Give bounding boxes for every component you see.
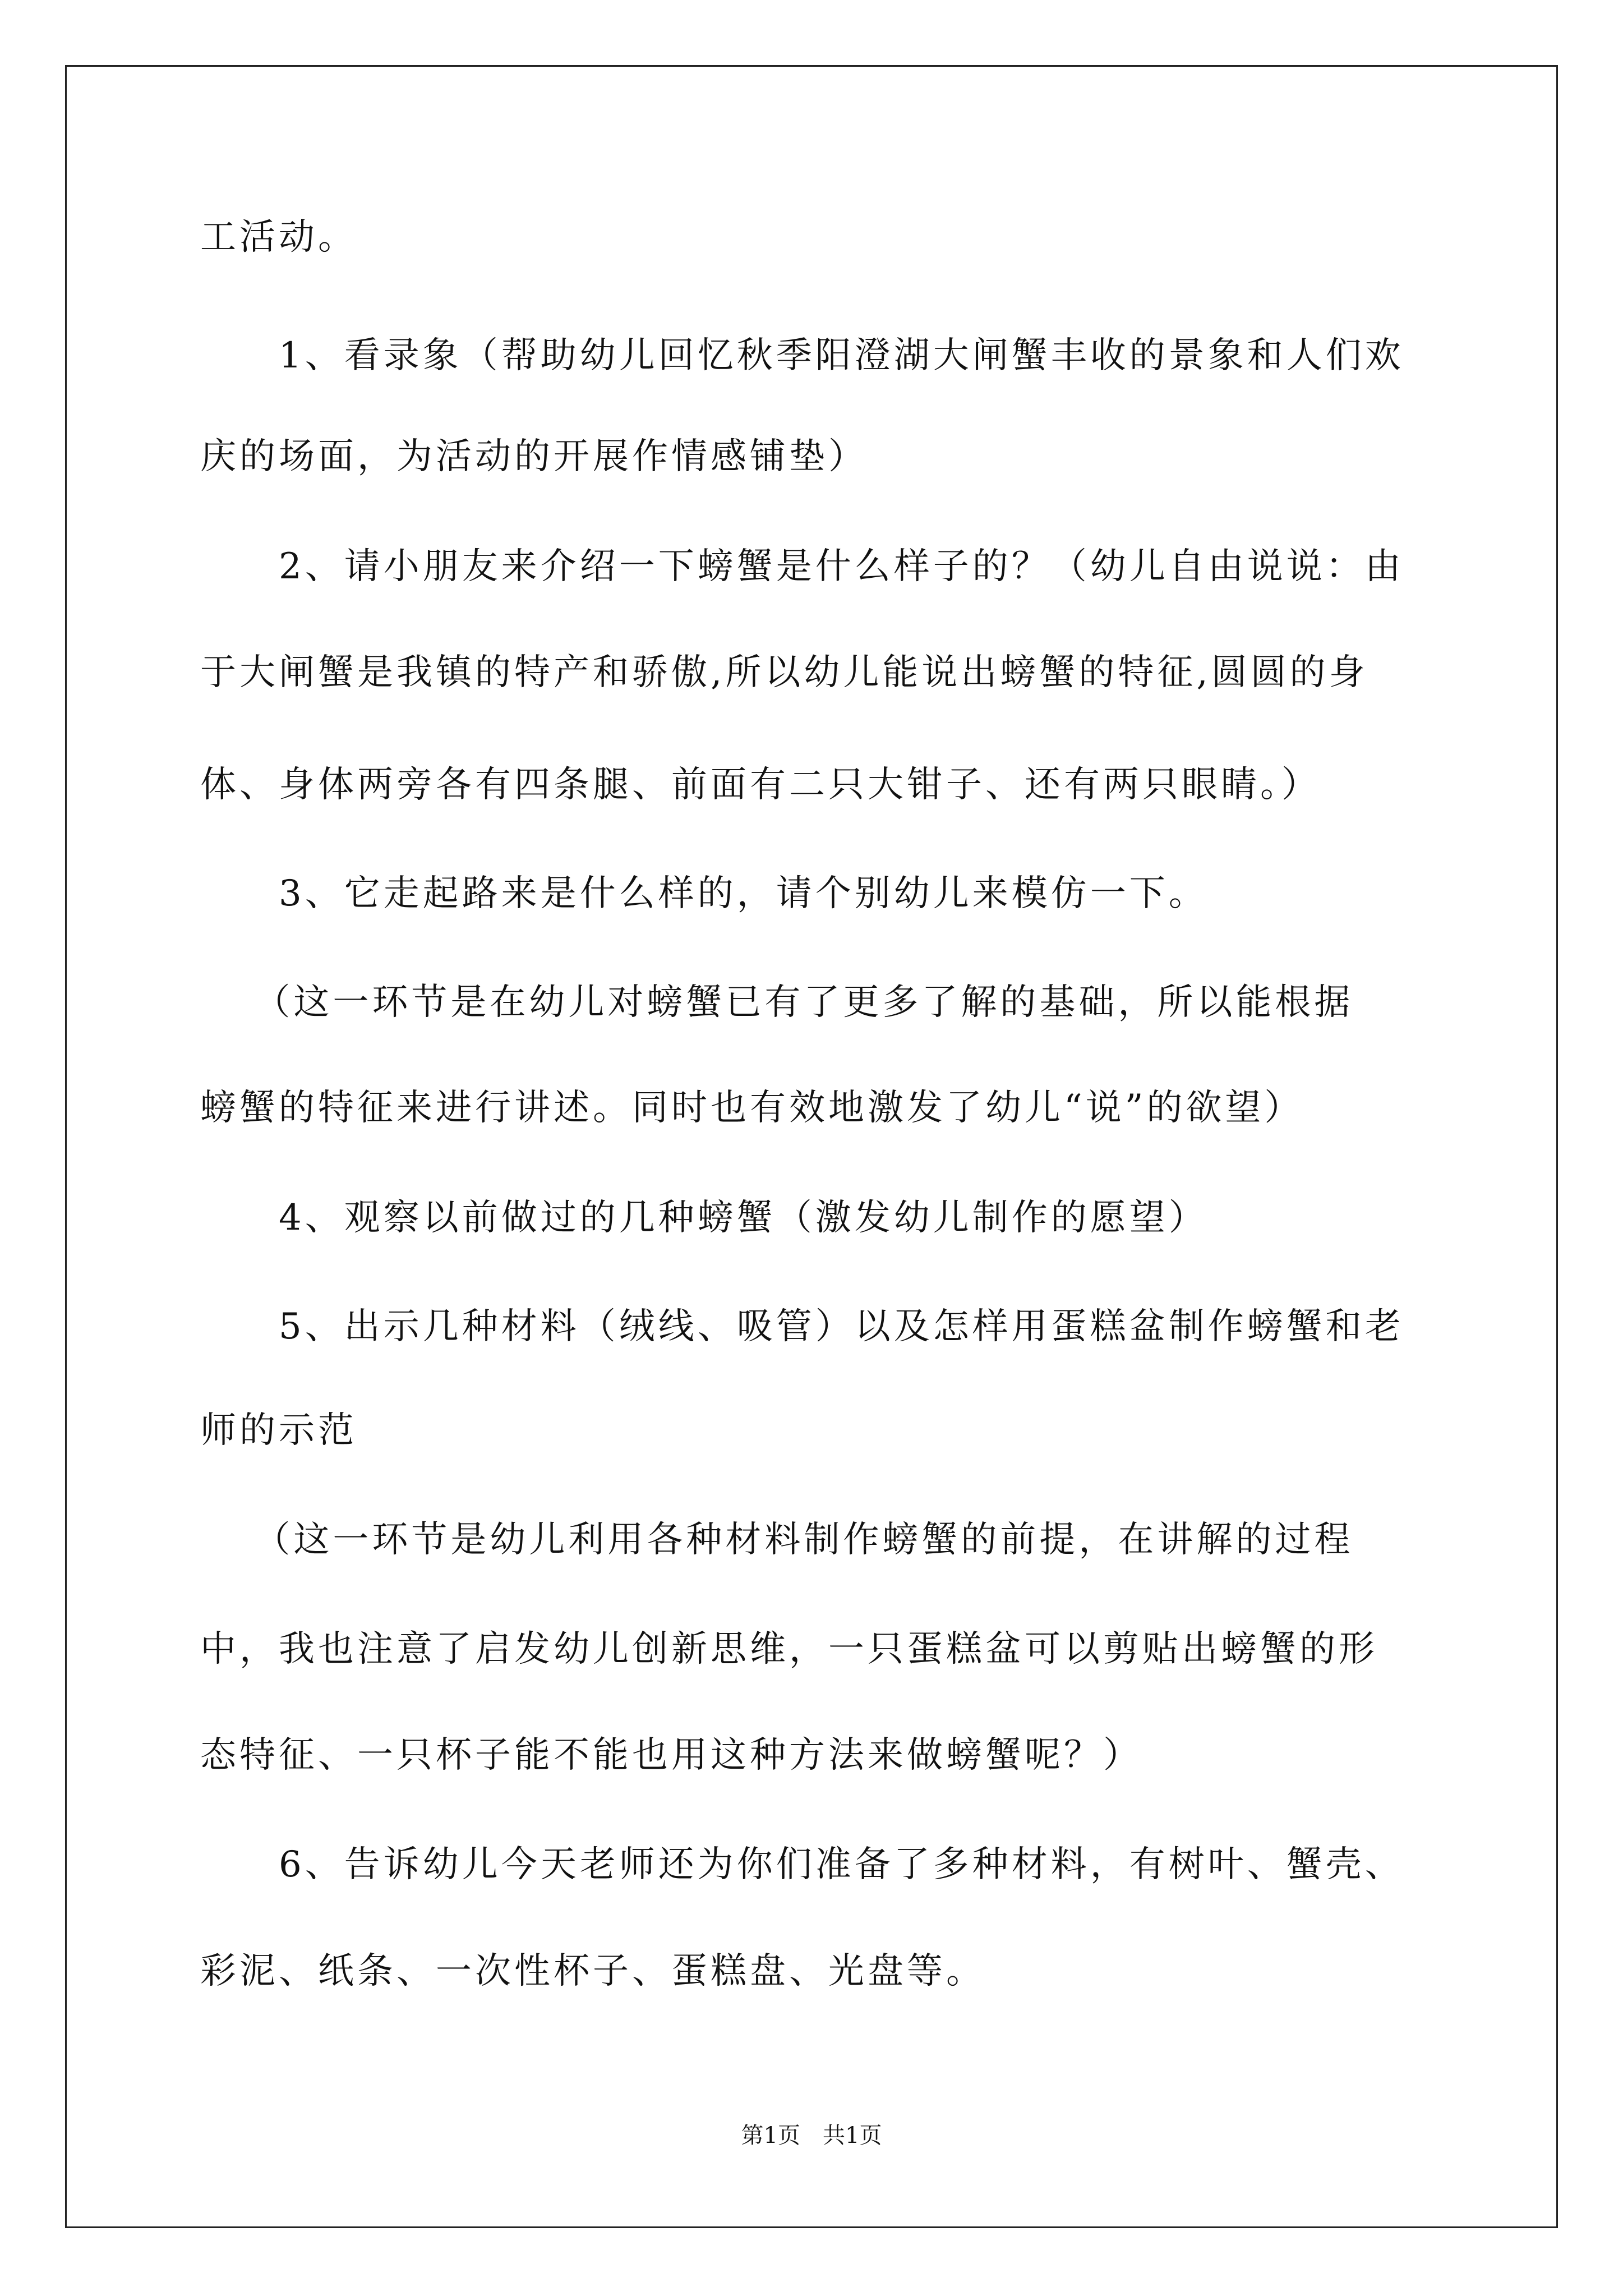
page-border [65, 65, 1558, 2228]
text-line: 4、观察以前做过的几种螃蟹（激发幼儿制作的愿望） [200, 1197, 1208, 1239]
text-line: 2、请小朋友来介绍一下螃蟹是什么样子的？（幼儿自由说说：由 [200, 546, 1404, 587]
text-line: 师的示范 [200, 1410, 357, 1451]
text-line: 态特征、一只杯子能不能也用这种方法来做螃蟹呢？） [200, 1734, 1142, 1776]
text-line: （这一环节是在幼儿对螃蟹已有了更多了解的基础，所以能根据 [200, 982, 1354, 1023]
text-line: 体、身体两旁各有四条腿、前面有二只大钳子、还有两只眼睛。） [200, 764, 1321, 806]
text-line: 6、告诉幼儿今天老师还为你们准备了多种材料，有树叶、蟹壳、 [200, 1844, 1404, 1885]
text-line: 工活动。 [200, 217, 357, 258]
text-line: 5、出示几种材料（绒线、吸管）以及怎样用蛋糕盆制作螃蟹和老 [200, 1306, 1404, 1347]
text-line: 彩泥、纸条、一次性杯子、蛋糕盘、光盘等。 [200, 1950, 985, 1992]
text-line: 1、看录象（帮助幼儿回忆秋季阳澄湖大闸蟹丰收的景象和人们欢 [200, 335, 1404, 376]
text-line: 3、它走起路来是什么样的，请个别幼儿来模仿一下。 [200, 873, 1208, 914]
text-line: 庆的场面，为活动的开展作情感铺垫） [200, 436, 868, 477]
text-line: （这一环节是幼儿利用各种材料制作螃蟹的前提，在讲解的过程 [200, 1519, 1354, 1561]
text-line: 于大闸蟹是我镇的特产和骄傲,所以幼儿能说出螃蟹的特征,圆圆的身 [200, 652, 1368, 693]
text-line: 中，我也注意了启发幼儿创新思维，一只蛋糕盆可以剪贴出螃蟹的形 [200, 1628, 1378, 1670]
text-line: 螃蟹的特征来进行讲述。同时也有效地激发了幼儿“说”的欲望） [200, 1087, 1304, 1129]
page-footer: 第1页 共1页 [741, 2123, 882, 2148]
